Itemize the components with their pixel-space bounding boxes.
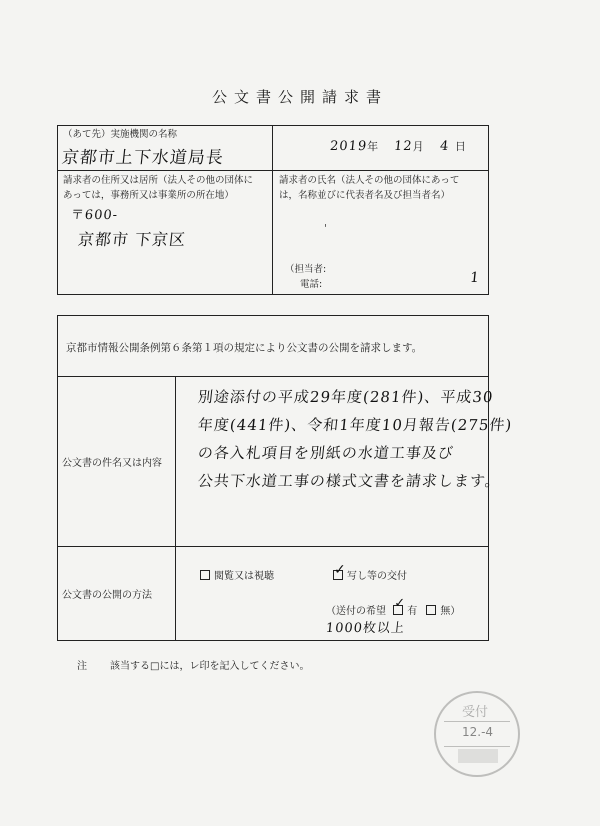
request-row-divider-1	[57, 376, 489, 377]
agency-label: （あて先）実施機関の名称	[63, 129, 178, 140]
agency-value[interactable]: 京都市上下水道局長	[60, 148, 225, 168]
address-value[interactable]: 京都市 下京区	[76, 230, 187, 249]
delivery-no-label: 無）	[440, 606, 461, 617]
option-view-checkbox[interactable]	[200, 570, 210, 580]
delivery-row	[326, 596, 461, 617]
delivery-yes-checkbox[interactable]	[393, 596, 406, 615]
reception-stamp: 受付 12.-4	[434, 691, 520, 777]
address-label-line1: 請求者の住所又は居所（法人その他の団体に	[63, 175, 254, 186]
check-mark-icon: ✓	[334, 562, 346, 578]
header-vertical-divider	[272, 125, 273, 295]
option-view-label: 閲覧又は視聴	[214, 571, 274, 582]
date-year: 2019	[329, 139, 368, 154]
delivery-no-checkbox[interactable]	[426, 605, 436, 615]
copy-note[interactable]: 1000枚以上	[325, 621, 406, 636]
contact-label: （担当者:	[285, 264, 327, 275]
option-copy[interactable]	[333, 562, 407, 582]
footnote-text: 該当する□には，レ印を記入してください。	[110, 661, 310, 672]
date-day: 4	[438, 139, 450, 154]
address-label-line2: あっては，事務所又は事業所の所在地）	[63, 190, 234, 201]
date-month-unit: 月	[412, 140, 424, 153]
phone-value[interactable]: 1	[469, 270, 481, 286]
check-mark-icon: ✓	[394, 596, 406, 611]
page-title: 公文書公開請求書	[211, 88, 388, 106]
subject-line-1[interactable]: 別途添付の平成29年度(281件)、平成30	[197, 388, 495, 406]
subject-line-2[interactable]: 年度(441件)、令和1年度10月報告(275件)	[197, 416, 514, 434]
footnote-label: 注	[77, 661, 87, 672]
date-field[interactable]	[330, 138, 466, 154]
name-label-line2: は，名称並びに代表者名及び担当者名）	[279, 190, 451, 201]
option-copy-checkbox[interactable]	[333, 562, 346, 580]
subject-line-3[interactable]: の各入札項目を別紙の水道工事及び	[197, 444, 455, 462]
request-row-divider-2	[57, 546, 489, 547]
request-col-divider	[175, 376, 176, 641]
delivery-yes-label: 有	[407, 606, 418, 617]
request-statement: 京都市情報公開条例第６条第１項の規定により公文書の公開を請求します。	[66, 342, 423, 354]
phone-label: 電話:	[300, 279, 323, 290]
date-month: 12	[393, 139, 414, 154]
header-horizontal-divider	[57, 170, 489, 171]
name-label-line1: 請求者の氏名（法人その他の団体にあって	[279, 175, 460, 186]
date-day-unit: 日	[454, 140, 466, 153]
option-copy-label: 写し等の交付	[347, 571, 407, 582]
address-postal[interactable]: 〒600-	[70, 208, 119, 223]
name-mark: '	[324, 222, 328, 235]
subject-line-4[interactable]: 公共下水道工事の様式文書を請求します。	[197, 472, 502, 490]
date-year-unit: 年	[367, 140, 379, 153]
subject-label: 公文書の件名又は内容	[62, 458, 162, 469]
method-label: 公文書の公開の方法	[62, 590, 152, 601]
option-view[interactable]	[200, 567, 274, 582]
delivery-label: （送付の希望	[326, 606, 386, 617]
